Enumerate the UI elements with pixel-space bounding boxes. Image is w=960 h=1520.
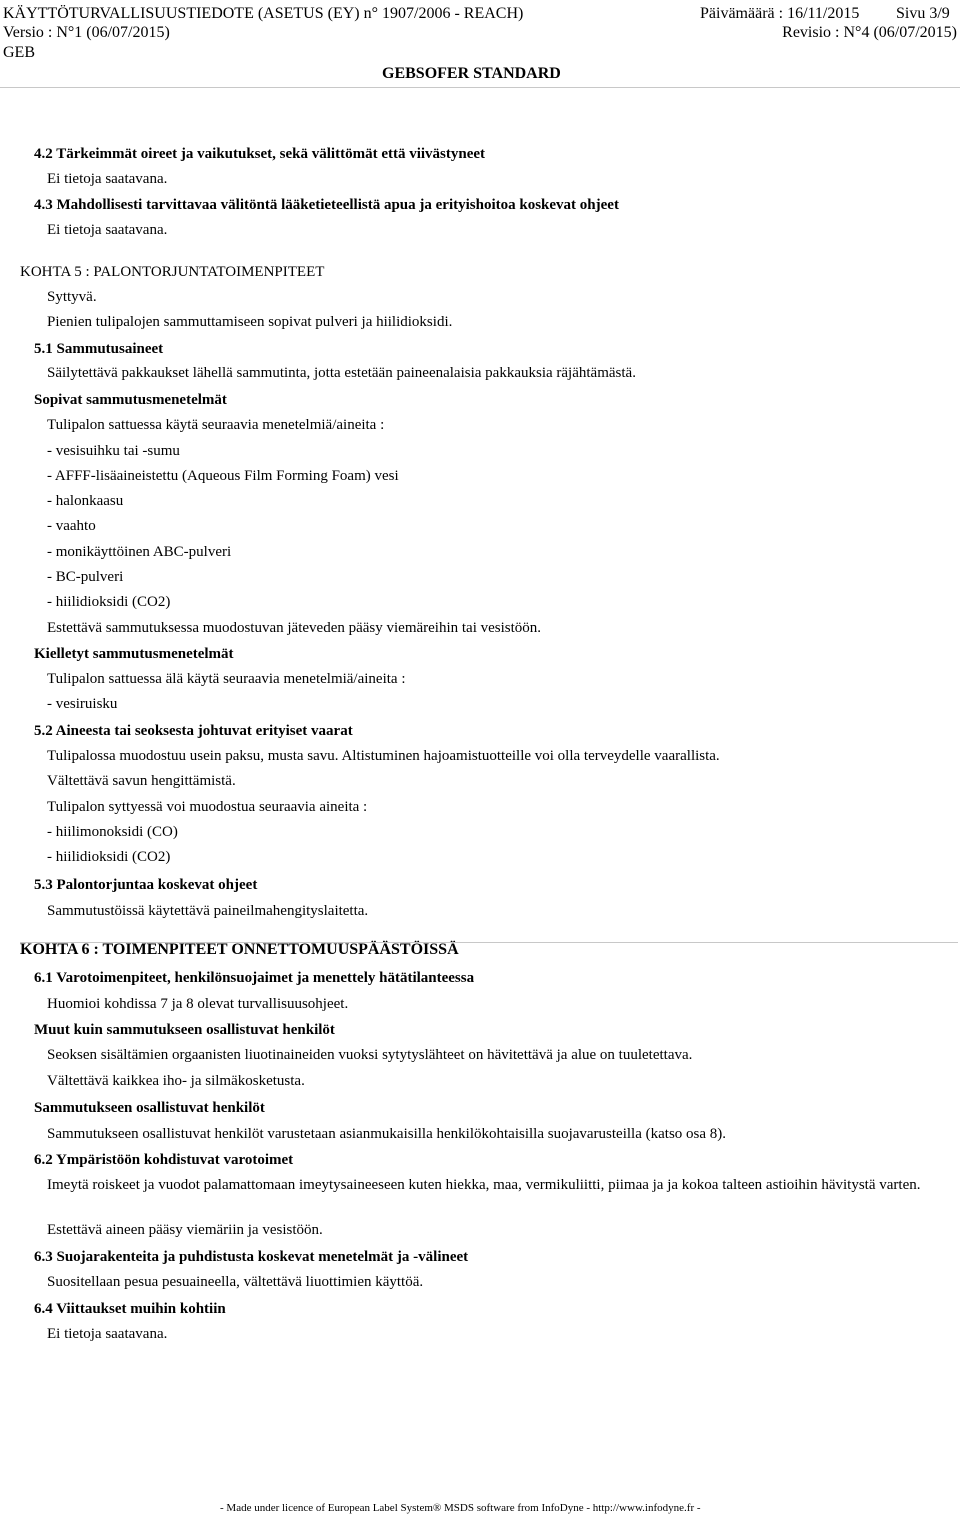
- subsection-6-3-text: Suositellaan pesua pesuaineella, vältettävä liuottimien käyttöä.: [47, 1274, 424, 1290]
- document-revision: Revisio : N°4 (06/07/2015): [782, 24, 957, 41]
- subsection-6-3-heading: 6.3 Suojarakenteita ja puhdistusta koskevat menetelmät ja -välineet: [34, 1249, 469, 1265]
- footer-licence: - Made under licence of European Label System® MSDS software from InfoDyne - http://www.infodyne.fr -: [220, 1502, 701, 1514]
- subsection-5-2-text: Vältettävä savun hengittämistä.: [47, 773, 236, 789]
- document-title: KÄYTTÖTURVALLISUUSTIEDOTE (ASETUS (EY) n° 1907/2006 - REACH): [3, 5, 524, 22]
- non-emergency-personnel-text: Seoksen sisältämien orgaanisten liuotinaineiden vuoksi sytytyslähteet on hävitettävä ja alue on tuuletettava.: [47, 1047, 693, 1063]
- subsection-5-2-text: Tulipalossa muodostuu usein paksu, musta savu. Altistuminen hajoamistuotteille voi olla terveydelle vaarallista.: [47, 748, 720, 764]
- company-name: GEB: [3, 44, 35, 61]
- subsection-6-2-heading: 6.2 Ympäristöön kohdistuvat varotoimet: [34, 1152, 294, 1168]
- non-emergency-personnel-text: Vältettävä kaikkea iho- ja silmäkosketusta.: [47, 1073, 305, 1089]
- suitable-method-item: - vesisuihku tai -sumu: [47, 443, 180, 459]
- suitable-methods-heading: Sopivat sammutusmenetelmät: [34, 392, 227, 408]
- subsection-6-4-text: Ei tietoja saatavana.: [47, 1326, 168, 1342]
- subsection-5-2-text: - hiilidioksidi (CO2): [47, 849, 171, 865]
- subsection-4-2-text: Ei tietoja saatavana.: [47, 171, 168, 187]
- emergency-responders-text: Sammutukseen osallistuvat henkilöt varustetaan asianmukaisilla henkilökohtaisilla suojavarusteilla (katso osa 8).: [47, 1126, 727, 1142]
- forbidden-method-item: - vesiruisku: [47, 696, 118, 712]
- forbidden-methods-heading: Kielletyt sammutusmenetelmät: [34, 646, 234, 662]
- non-emergency-personnel-heading: Muut kuin sammutukseen osallistuvat henkilöt: [34, 1022, 335, 1038]
- section-5-intro-1: Syttyvä.: [47, 289, 97, 305]
- document-version: Versio : N°1 (06/07/2015): [3, 24, 170, 41]
- section-5-intro-2: Pienien tulipalojen sammuttamiseen sopivat pulveri ja hiilidioksidi.: [47, 314, 453, 330]
- subsection-5-3-text: Sammutustöissä käytettävä paineilmahengityslaitetta.: [47, 903, 369, 919]
- subsection-4-2-heading: 4.2 Tärkeimmät oireet ja vaikutukset, sekä välittömät että viivästyneet: [34, 146, 486, 162]
- page-number: Sivu 3/9: [896, 5, 950, 22]
- suitable-method-item: - vaahto: [47, 518, 96, 534]
- subsection-5-1-heading: 5.1 Sammutusaineet: [34, 341, 164, 357]
- subsection-5-3-heading: 5.3 Palontorjuntaa koskevat ohjeet: [34, 877, 258, 893]
- suitable-method-item: - halonkaasu: [47, 493, 124, 509]
- subsection-5-2-heading: 5.2 Aineesta tai seoksesta johtuvat erityiset vaarat: [34, 723, 353, 739]
- subsection-5-1-text: Säilytettävä pakkaukset lähellä sammutinta, jotta estetään paineenalaisia pakkauksia räjähtämästä.: [47, 365, 636, 381]
- document-date: Päivämäärä : 16/11/2015: [700, 5, 860, 22]
- header-divider: [0, 87, 960, 88]
- subsection-6-2-text: Estettävä aineen pääsy viemäriin ja vesistöön.: [47, 1222, 323, 1238]
- subsection-6-1-text: Huomioi kohdissa 7 ja 8 olevat turvallisuusohjeet.: [47, 996, 349, 1012]
- section-5-heading: KOHTA 5 : PALONTORJUNTATOIMENPITEET: [20, 264, 325, 280]
- subsection-4-3-heading: 4.3 Mahdollisesti tarvittavaa välitöntä lääketieteellistä apua ja erityishoitoa koskevat ohjeet: [34, 197, 619, 213]
- subsection-5-2-text: - hiilimonoksidi (CO): [47, 824, 178, 840]
- suitable-method-item: - hiilidioksidi (CO2): [47, 594, 171, 610]
- suitable-method-item: - AFFF-lisäaineistettu (Aqueous Film Forming Foam) vesi: [47, 468, 399, 484]
- subsection-6-2-text: Imeytä roiskeet ja vuodot palamattomaan imeytysaineeseen kuten hiekka, maa, vermikuliitti, piimaa ja ja kokoa talteen astioihin hävitystä varten.: [47, 1177, 921, 1193]
- suitable-method-item: - BC-pulveri: [47, 569, 124, 585]
- forbidden-methods-intro: Tulipalon sattuessa älä käytä seuraavia menetelmiä/aineita :: [47, 671, 406, 687]
- section-6-heading: KOHTA 6 : TOIMENPITEET ONNETTOMUUSPÄÄSTÖISSÄ: [20, 941, 459, 958]
- suitable-methods-note: Estettävä sammutuksessa muodostuvan jäteveden pääsy viemäreihin tai vesistöön.: [47, 620, 542, 636]
- suitable-method-item: - monikäyttöinen ABC-pulveri: [47, 544, 232, 560]
- subsection-4-3-text: Ei tietoja saatavana.: [47, 222, 168, 238]
- product-name: GEBSOFER STANDARD: [382, 65, 561, 82]
- subsection-6-4-heading: 6.4 Viittaukset muihin kohtiin: [34, 1301, 226, 1317]
- emergency-responders-heading: Sammutukseen osallistuvat henkilöt: [34, 1100, 265, 1116]
- suitable-methods-intro: Tulipalon sattuessa käytä seuraavia menetelmiä/aineita :: [47, 417, 385, 433]
- subsection-5-2-text: Tulipalon syttyessä voi muodostua seuraavia aineita :: [47, 799, 368, 815]
- subsection-6-1-heading: 6.1 Varotoimenpiteet, henkilönsuojaimet ja menettely hätätilanteessa: [34, 970, 475, 986]
- section-6-divider: [20, 942, 958, 943]
